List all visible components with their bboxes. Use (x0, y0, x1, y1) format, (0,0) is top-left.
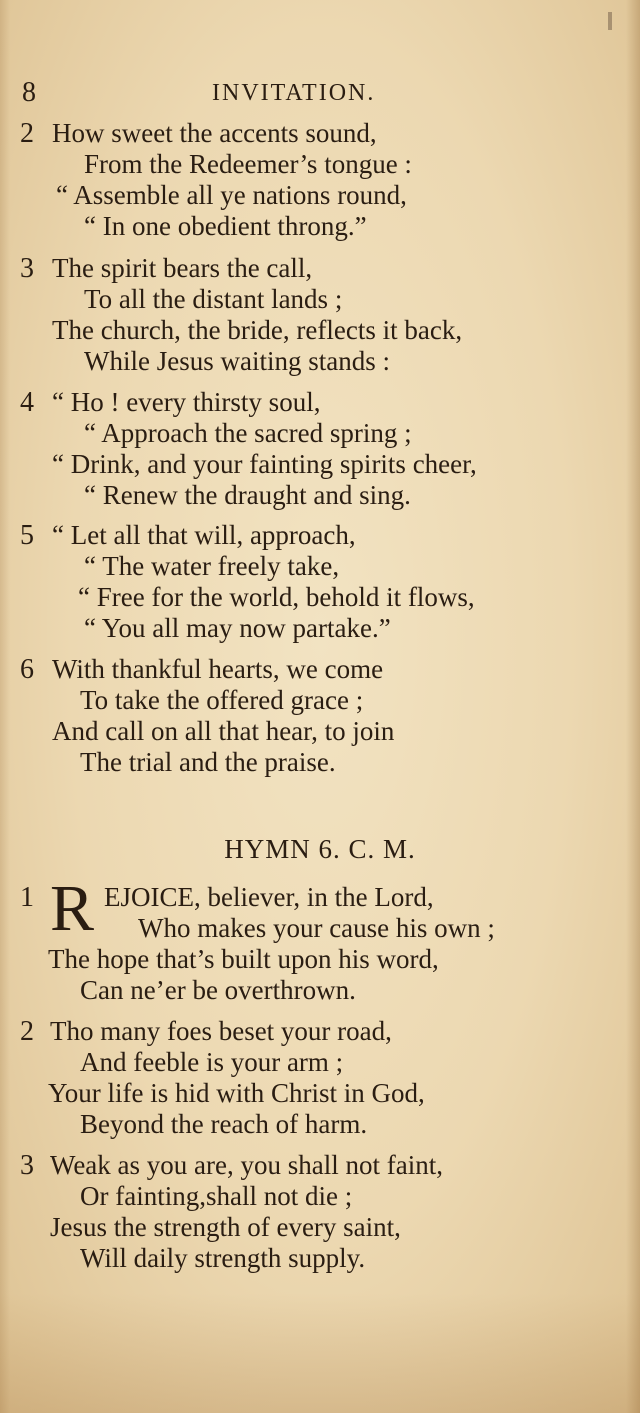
verse-line: The church, the bride, reflects it back, (52, 315, 463, 345)
verse-number: 4 (20, 387, 34, 418)
verse-line: “ Drink, and your fainting spirits cheer, (52, 449, 477, 479)
verse-line: Tho many foes beset your road, (50, 1016, 392, 1046)
verse-line: “ Free for the world, behold it flows, (78, 582, 475, 612)
hymn-heading: HYMN 6. C. M. (224, 834, 416, 864)
verse-number: 1 (20, 882, 34, 913)
verse-line: “ In one obedient throng.” (84, 211, 367, 241)
verse-line: Beyond the reach of harm. (80, 1109, 368, 1139)
verse-line: To all the distant lands ; (84, 284, 343, 314)
verse-line: “ Let all that will, approach, (52, 520, 356, 550)
verse-number: 3 (20, 1150, 34, 1181)
verse-line: “ You all may now partake.” (84, 613, 391, 643)
verse-line: “ Ho ! every thirsty soul, (52, 387, 321, 417)
page-edge-shadow-right (626, 0, 640, 1413)
verse-line: “ Renew the draught and sing. (84, 480, 411, 510)
verse-line: “ Approach the sacred spring ; (84, 418, 412, 448)
verse-line: Or fainting,shall not die ; (80, 1181, 353, 1211)
page-edge-shadow-bottom (0, 1293, 640, 1413)
verse-line: The spirit bears the call, (52, 253, 313, 283)
running-head (22, 76, 618, 110)
verse-line: And feeble is your arm ; (80, 1047, 344, 1077)
verse-number: 2 (20, 118, 34, 149)
verse-number: 6 (20, 654, 34, 685)
verse-line: Can ne’er be overthrown. (80, 975, 356, 1005)
verse-line: Jesus the strength of every saint, (50, 1212, 401, 1242)
verse-line: To take the offered grace ; (80, 685, 364, 715)
verse-line: The hope that’s built upon his word, (48, 944, 439, 974)
verse-line: Will daily strength supply. (80, 1243, 366, 1273)
verse-line: While Jesus waiting stands : (84, 346, 390, 376)
verse-line: Your life is hid with Christ in God, (48, 1078, 425, 1108)
print-mark (608, 12, 612, 30)
verse-line: The trial and the praise. (80, 747, 336, 777)
drop-cap: R (50, 872, 95, 945)
verse-line: How sweet the accents sound, (52, 118, 377, 148)
verse-line: With thankful hearts, we come (52, 654, 384, 684)
verse-line: “ The water freely take, (84, 551, 340, 581)
section-title: INVITATION. (212, 80, 376, 106)
page-edge-shadow-left (0, 0, 10, 1413)
page-number: 8 (22, 77, 36, 108)
verse-line: “ Assemble all ye nations round, (56, 180, 407, 210)
verse-line: Who makes your cause his own ; (138, 913, 495, 943)
verse-number: 2 (20, 1016, 34, 1047)
verse-line: Weak as you are, you shall not faint, (50, 1150, 443, 1180)
verse-line: EJOICE, believer, in the Lord, (104, 882, 434, 912)
verse-line: From the Redeemer’s tongue : (84, 149, 412, 179)
verse-line: And call on all that hear, to join (52, 716, 395, 746)
verse-number: 3 (20, 253, 34, 284)
verse-number: 5 (20, 520, 34, 551)
